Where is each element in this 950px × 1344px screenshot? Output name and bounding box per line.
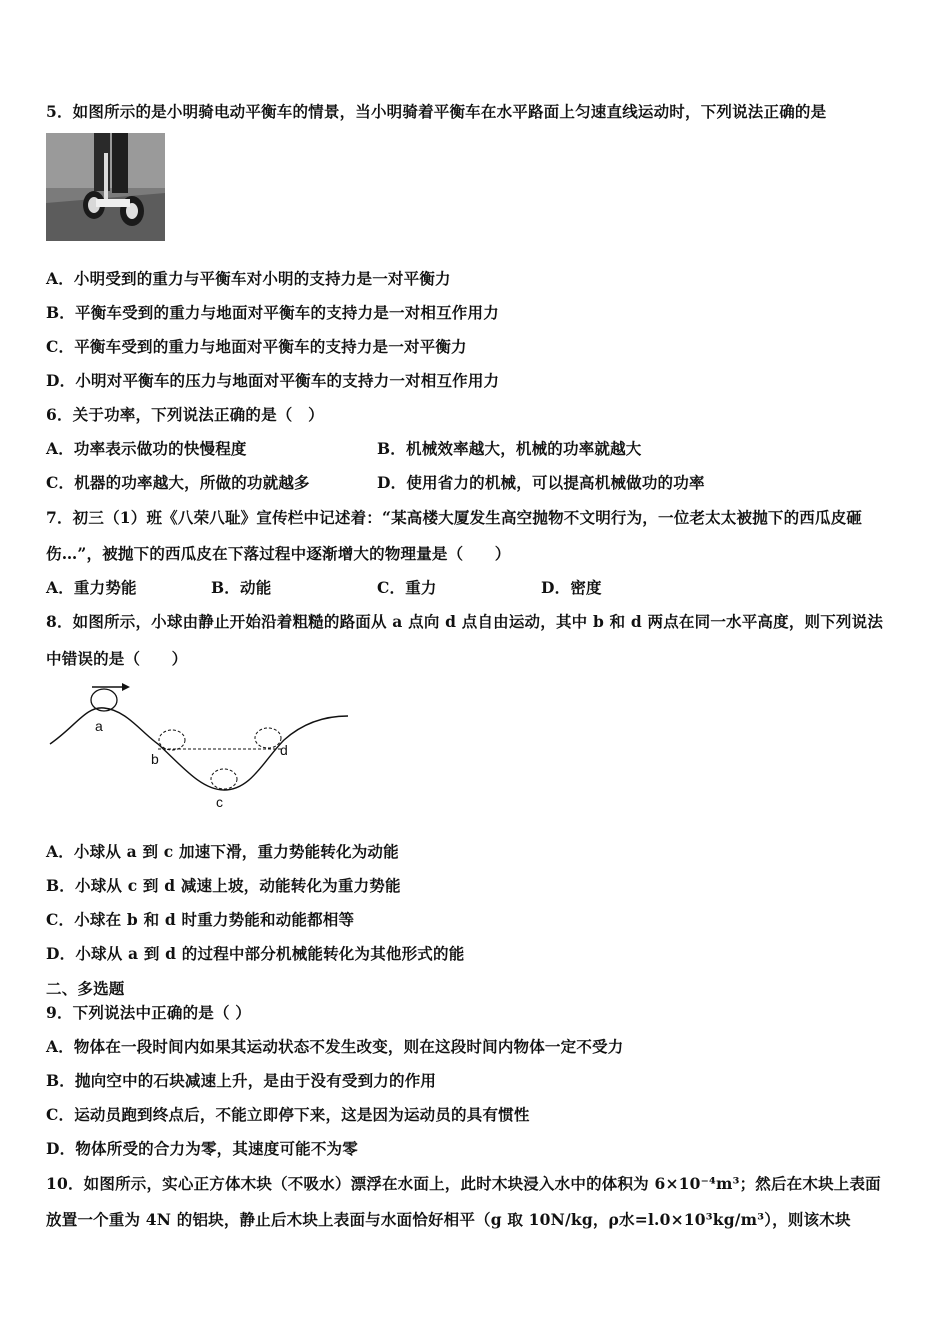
q8-stem-line2: 中错误的是（ ） xyxy=(46,649,188,668)
q7-option-c: C．重力 xyxy=(377,578,437,597)
q10-stem-line2: 放置一个重为 4N 的铝块，静止后木块上表面与水面恰好相平（g 取 10N/kg，ρ水=l.0×10³kg/m³），则该木块 xyxy=(46,1210,851,1229)
q8-option-c: C．小球在 b 和 d 时重力势能和动能都相等 xyxy=(46,910,355,929)
q6-option-b: B．机械效率越大，机械的功率就越大 xyxy=(377,439,642,458)
label-c: c xyxy=(216,794,223,810)
q5-option-a: A．小明受到的重力与平衡车对小明的支持力是一对平衡力 xyxy=(46,269,451,288)
q6-option-d: D．使用省力的机械，可以提高机械做功的功率 xyxy=(377,473,705,492)
q9-option-d: D．物体所受的合力为零，其速度可能不为零 xyxy=(46,1139,358,1158)
ball-b-dashed xyxy=(159,730,185,750)
q8-stem-line1: 8．如图所示，小球由静止开始沿着粗糙的路面从 a 点向 d 点自由运动，其中 b 和 d 两点在同一水平高度，则下列说法 xyxy=(46,612,884,631)
label-a: a xyxy=(95,718,103,734)
q7-stem-line1: 7．初三（1）班《八荣八耻》宣传栏中记述着：“某高楼大厦发生高空抛物不文明行为，一位老太太被抛下的西瓜皮砸 xyxy=(46,508,863,527)
label-b: b xyxy=(151,751,159,767)
q6-stem: 6．关于功率，下列说法正确的是（ ） xyxy=(46,405,324,424)
ball-c-dashed xyxy=(211,769,237,789)
ball-d-dashed xyxy=(255,728,281,748)
q5-option-b: B．平衡车受到的重力与地面对平衡车的支持力是一对相互作用力 xyxy=(46,303,499,322)
q7-option-a: A．重力势能 xyxy=(46,578,137,597)
q10-stem-line1: 10．如图所示，实心正方体木块（不吸水）漂浮在水面上，此时木块浸入水中的体积为 6×10⁻⁴m³；然后在木块上表面 xyxy=(46,1174,881,1193)
track-diagram xyxy=(46,680,356,810)
q5-option-d: D．小明对平衡车的压力与地面对平衡车的支持力一对相互作用力 xyxy=(46,371,500,390)
q9-option-b: B．抛向空中的石块减速上升，是由于没有受到力的作用 xyxy=(46,1071,437,1090)
q9-stem: 9．下列说法中正确的是（ ） xyxy=(46,1003,251,1022)
q6-option-c: C．机器的功率越大，所做的功就越多 xyxy=(46,473,310,492)
q7-stem-line2: 伤…”，被抛下的西瓜皮在下落过程中逐渐增大的物理量是（ ） xyxy=(46,544,511,563)
q5-stem: 5．如图所示的是小明骑电动平衡车的情景，当小明骑着平衡车在水平路面上匀速直线运动时，下列说法正确的是 xyxy=(46,102,827,121)
q7-option-d: D．密度 xyxy=(541,578,602,597)
q7-option-b: B．动能 xyxy=(211,578,272,597)
q9-option-c: C．运动员跑到终点后，不能立即停下来，这是因为运动员的具有惯性 xyxy=(46,1105,530,1124)
q6-option-a: A．功率表示做功的快慢程度 xyxy=(46,439,247,458)
q5-option-c: C．平衡车受到的重力与地面对平衡车的支持力是一对平衡力 xyxy=(46,337,467,356)
q9-option-a: A．物体在一段时间内如果其运动状态不发生改变，则在这段时间内物体一定不受力 xyxy=(46,1037,624,1056)
label-d: d xyxy=(280,742,288,758)
q8-option-a: A．小球从 a 到 c 加速下滑，重力势能转化为动能 xyxy=(46,842,399,861)
q8-option-b: B．小球从 c 到 d 减速上坡，动能转化为重力势能 xyxy=(46,876,401,895)
section-title-multiple-choice: 二、多选题 xyxy=(46,979,125,998)
q8-option-d: D．小球从 a 到 d 的过程中部分机械能转化为其他形式的能 xyxy=(46,944,465,963)
balance-scooter-photo xyxy=(46,133,165,241)
